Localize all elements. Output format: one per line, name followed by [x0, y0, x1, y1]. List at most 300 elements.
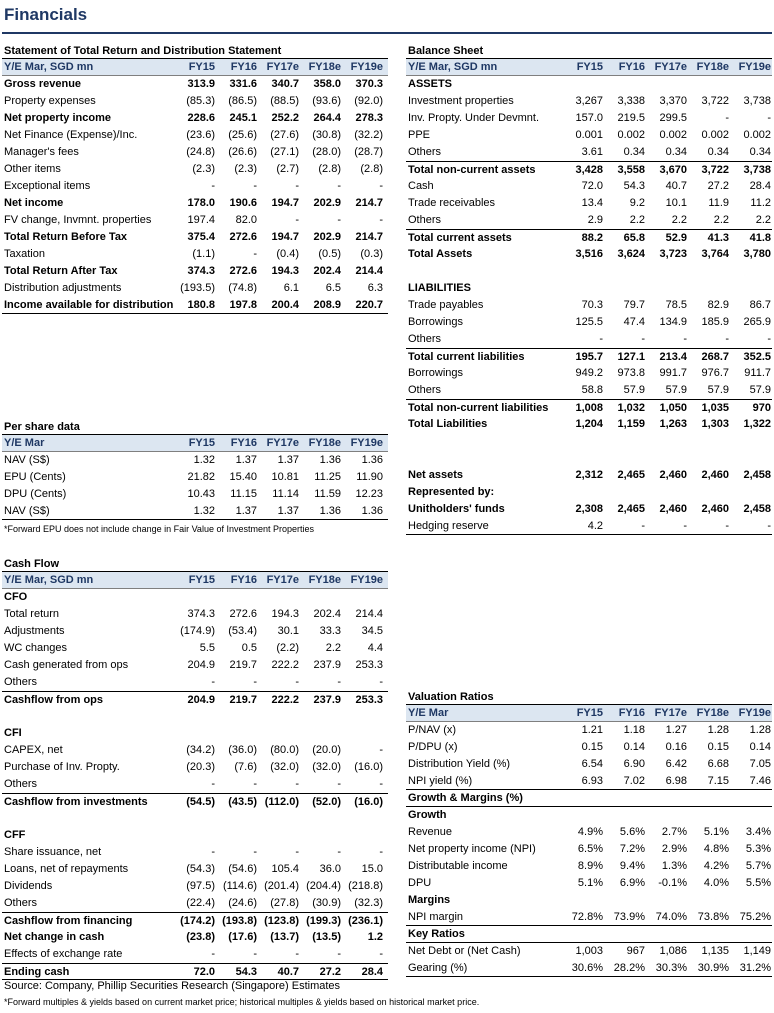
row-label: CFI: [4, 727, 22, 739]
table-row: [406, 756, 772, 773]
table-row: [2, 76, 388, 93]
table-row: [2, 810, 388, 827]
row-value-2: [604, 892, 646, 909]
row-value-2: [604, 263, 646, 280]
row-value-1: [562, 807, 604, 824]
row-label: NAV (S$): [4, 505, 50, 517]
row-value-2: 7.02: [623, 775, 645, 787]
header-fy16: FY16: [618, 61, 645, 73]
row-value-3: -: [295, 948, 299, 960]
income-statement-title: Statement of Total Return and Distribution Statement: [2, 44, 388, 59]
row-label: Total current liabilities: [408, 351, 525, 363]
row-value-2: 219.7: [229, 659, 257, 671]
row-value-4: -: [725, 112, 729, 124]
row-value-2: 190.6: [229, 197, 257, 209]
row-value-5: -: [767, 520, 771, 532]
row-value-5: 0.34: [749, 146, 771, 158]
table-row: [2, 589, 388, 606]
row-value-5: 11.90: [356, 471, 383, 483]
per-share-note: *Forward EPU does not include change in Fair Value of Investment Properties: [4, 524, 314, 534]
header-fy18e: FY18e: [308, 437, 341, 449]
row-value-3: (201.4): [264, 880, 299, 892]
row-value-3: 10.81: [271, 471, 299, 483]
row-value-2: 3,558: [617, 164, 645, 176]
row-value-2: 1.18: [623, 724, 645, 736]
row-value-2: (25.6): [228, 129, 257, 141]
row-value-4: 11.25: [314, 471, 341, 483]
row-value-1: -: [211, 180, 215, 192]
row-value-2: (24.6): [228, 897, 257, 909]
row-value-5: 5.3%: [745, 843, 771, 855]
row-value-1: 195.7: [575, 351, 603, 363]
row-value-3: 78.5: [665, 299, 687, 311]
row-value-4: (2.8): [318, 163, 341, 175]
row-value-2: 28.2%: [613, 962, 645, 974]
balance-sheet-table: [406, 44, 772, 535]
row-value-5: 4.4: [367, 642, 383, 654]
row-value-4: (93.6): [312, 95, 341, 107]
row-value-5: 970: [752, 402, 771, 414]
row-value-3: 1,263: [659, 418, 687, 430]
row-label: EPU (Cents): [4, 471, 66, 483]
row-value-2: 3,624: [617, 248, 645, 260]
row-value-4: 11.59: [314, 488, 341, 500]
row-value-1: [562, 280, 604, 297]
row-value-5: (32.3): [354, 897, 383, 909]
row-value-1: 1.32: [193, 454, 215, 466]
row-value-1: 6.93: [581, 775, 603, 787]
row-value-1: [562, 484, 604, 501]
row-label: Total return: [4, 608, 60, 620]
table-row: [2, 246, 388, 263]
table-row: [406, 93, 772, 110]
row-value-4: 30.9%: [697, 962, 729, 974]
row-value-2: 331.6: [229, 78, 257, 90]
row-label: Total Assets: [408, 248, 473, 260]
row-value-3: 3,370: [659, 95, 687, 107]
row-value-5: 5.5%: [745, 877, 771, 889]
row-label: Cash: [408, 180, 434, 192]
header-fy18e: FY18e: [696, 61, 729, 73]
table-row: [406, 960, 772, 977]
row-value-5: [730, 926, 772, 942]
row-value-5: -: [767, 112, 771, 124]
table-row: [406, 416, 772, 433]
row-value-5: (2.8): [360, 163, 383, 175]
header-fy18e: FY18e: [308, 574, 341, 586]
row-value-3: (0.4): [276, 248, 299, 260]
row-value-1: 197.4: [187, 214, 215, 226]
header-fy18e: FY18e: [696, 707, 729, 719]
page-title: Financials: [4, 5, 88, 24]
row-value-4: 36.0: [319, 863, 341, 875]
row-value-5: [730, 433, 772, 450]
row-value-4: 185.9: [701, 316, 729, 328]
row-value-1: (23.8): [186, 931, 215, 943]
row-value-5: 1,322: [743, 418, 771, 430]
row-value-2: [604, 450, 646, 467]
source-line: Source: Company, Phillip Securities Research (Singapore) Estimates: [4, 980, 341, 992]
table-row: [2, 861, 388, 878]
table-row: [406, 926, 772, 943]
row-value-2: (53.4): [228, 625, 257, 637]
table-row: [406, 263, 772, 280]
row-value-3: 213.4: [659, 351, 687, 363]
row-value-4: 237.9: [313, 694, 341, 706]
row-value-5: -: [379, 180, 383, 192]
row-value-5: 28.4: [749, 180, 771, 192]
row-value-1: (20.3): [186, 761, 215, 773]
row-value-2: 0.002: [617, 129, 645, 141]
row-value-3: 299.5: [659, 112, 687, 124]
row-label: [2, 810, 174, 827]
row-value-2: [604, 926, 646, 942]
row-value-2: (36.0): [228, 744, 257, 756]
row-value-5: 3,738: [743, 95, 771, 107]
row-value-5: (16.0): [354, 796, 383, 808]
row-value-2: (54.6): [228, 863, 257, 875]
row-value-5: 253.3: [355, 694, 383, 706]
table-row: [406, 348, 772, 365]
table-row: [406, 280, 772, 297]
row-value-3: [258, 810, 300, 827]
row-value-3: 3,670: [659, 164, 687, 176]
header-fy19e: FY19e: [350, 437, 383, 449]
per-share-header: [2, 435, 388, 452]
header-fy16: FY16: [618, 707, 645, 719]
row-value-2: [604, 484, 646, 501]
row-value-1: -: [211, 948, 215, 960]
row-value-5: [730, 76, 772, 93]
row-value-4: [300, 708, 342, 725]
row-value-2: 2,465: [617, 503, 645, 515]
row-value-4: [688, 790, 730, 806]
row-value-2: -: [641, 520, 645, 532]
row-value-5: 2,458: [743, 503, 771, 515]
row-value-1: (23.6): [186, 129, 215, 141]
table-row: [406, 484, 772, 501]
row-value-3: 194.3: [271, 608, 299, 620]
row-value-1: 72.0: [581, 180, 603, 192]
row-value-4: 3,764: [701, 248, 729, 260]
row-value-5: 15.0: [361, 863, 383, 875]
row-value-3: 134.9: [659, 316, 687, 328]
row-label: Growth: [408, 809, 447, 821]
row-value-4: [688, 450, 730, 467]
row-label: Inv. Propty. Under Devmnt.: [408, 112, 540, 124]
row-value-1: -: [211, 676, 215, 688]
valuation-ratios-header: [406, 705, 772, 722]
row-value-5: 1.36: [361, 454, 383, 466]
row-value-5: 220.7: [355, 299, 383, 311]
header-fy19e: FY19e: [738, 707, 771, 719]
row-value-1: 10.43: [187, 488, 215, 500]
row-value-2: -: [253, 248, 257, 260]
balance-sheet-header: [406, 59, 772, 76]
row-value-4: (32.0): [312, 761, 341, 773]
row-value-5: (16.0): [354, 761, 383, 773]
table-row: [2, 469, 388, 486]
row-value-2: [604, 807, 646, 824]
row-label: FV change, Invmnt. properties: [4, 214, 152, 226]
table-row: [406, 314, 772, 331]
row-value-1: (22.4): [186, 897, 215, 909]
row-value-5: 1.2: [367, 931, 383, 943]
row-value-5: -: [379, 948, 383, 960]
row-value-2: 54.3: [235, 966, 257, 978]
row-value-4: 1.28: [707, 724, 729, 736]
table-row: [2, 93, 388, 110]
row-label: Cashflow from financing: [4, 915, 133, 927]
row-value-2: -: [253, 778, 257, 790]
row-value-5: 370.3: [355, 78, 383, 90]
row-value-3: 2,460: [659, 469, 687, 481]
row-value-4: 1,135: [701, 945, 729, 957]
row-value-4: [688, 807, 730, 824]
row-value-3: [258, 589, 300, 606]
header-fy17e: FY17e: [654, 707, 687, 719]
row-value-5: 3.4%: [745, 826, 771, 838]
table-row: [406, 858, 772, 875]
table-row: [2, 263, 388, 280]
row-value-4: (13.5): [312, 931, 341, 943]
table-row: [406, 790, 772, 807]
table-row: [2, 912, 388, 929]
row-label: Represented by:: [408, 486, 495, 498]
row-value-3: [258, 725, 300, 742]
row-label: Hedging reserve: [408, 520, 489, 532]
row-value-1: 6.54: [581, 758, 603, 770]
row-value-3: 6.1: [283, 282, 299, 294]
row-value-1: -: [211, 846, 215, 858]
row-label: Total non-current liabilities: [408, 402, 549, 414]
row-value-1: 13.4: [581, 197, 603, 209]
row-value-1: 180.8: [187, 299, 215, 311]
row-value-2: -: [641, 333, 645, 345]
row-value-4: 6.5: [325, 282, 341, 294]
row-label: NPI margin: [408, 911, 464, 923]
table-row: [406, 501, 772, 518]
row-value-4: 0.34: [707, 146, 729, 158]
table-row: [406, 195, 772, 212]
row-value-1: [562, 450, 604, 467]
row-value-4: 73.8%: [697, 911, 729, 923]
row-value-1: 4.2: [587, 520, 603, 532]
row-value-2: (2.3): [234, 163, 257, 175]
row-value-3: 1,050: [659, 402, 687, 414]
row-value-2: -: [253, 180, 257, 192]
row-value-2: -: [253, 948, 257, 960]
table-row: [406, 739, 772, 756]
row-value-4: 11.9: [708, 197, 729, 209]
cash-flow-header: [2, 572, 388, 589]
row-value-3: (112.0): [264, 796, 299, 808]
header-label: Y/E Mar, SGD mn: [408, 61, 498, 73]
row-value-3: (27.1): [270, 146, 299, 158]
row-value-5: 41.8: [749, 232, 771, 244]
row-value-3: 2.9%: [661, 843, 687, 855]
header-fy15: FY15: [188, 574, 215, 586]
row-label: Others: [408, 146, 442, 158]
row-value-5: (218.8): [348, 880, 383, 892]
row-label: NAV (S$): [4, 454, 50, 466]
row-value-4: 2.2: [325, 642, 341, 654]
row-value-5: 253.3: [355, 659, 383, 671]
row-value-5: 3,738: [743, 164, 771, 176]
row-value-3: 200.4: [271, 299, 299, 311]
row-value-3: 74.0%: [655, 911, 687, 923]
table-row: [2, 161, 388, 178]
header-fy19e: FY19e: [738, 61, 771, 73]
row-value-1: [562, 263, 604, 280]
row-value-3: -: [295, 676, 299, 688]
row-value-4: 237.9: [313, 659, 341, 671]
row-value-1: 5.5: [199, 642, 215, 654]
row-value-3: (27.8): [270, 897, 299, 909]
row-label: Investment properties: [408, 95, 514, 107]
table-row: [2, 229, 388, 246]
row-label: DPU: [408, 877, 432, 889]
table-row: [406, 875, 772, 892]
row-value-5: -: [379, 744, 383, 756]
row-value-2: 245.1: [229, 112, 257, 124]
row-value-4: 2.2: [713, 214, 729, 226]
row-value-3: (32.0): [270, 761, 299, 773]
row-value-2: 197.8: [229, 299, 257, 311]
row-label: Others: [4, 778, 38, 790]
row-label: DPU (Cents): [4, 488, 67, 500]
row-value-5: (236.1): [348, 915, 383, 927]
row-value-1: 228.6: [187, 112, 215, 124]
row-value-3: 6.42: [665, 758, 687, 770]
row-value-4: 82.9: [707, 299, 729, 311]
table-row: [406, 450, 772, 467]
row-label: Margins: [408, 894, 451, 906]
row-value-2: 1.37: [235, 454, 257, 466]
row-value-1: 58.8: [581, 384, 603, 396]
row-value-4: 3,722: [701, 95, 729, 107]
table-row: [2, 895, 388, 912]
row-label: Net Finance (Expense)/Inc.: [4, 129, 138, 141]
row-value-2: 9.2: [629, 197, 645, 209]
row-value-5: -: [767, 333, 771, 345]
table-row: [2, 878, 388, 895]
row-label: Cash generated from ops: [4, 659, 129, 671]
valuation-ratios-table: [406, 690, 772, 977]
row-label: Others: [408, 333, 442, 345]
row-value-5: 352.5: [743, 351, 771, 363]
row-label: [2, 708, 174, 725]
row-value-5: -: [379, 214, 383, 226]
row-value-2: 57.9: [623, 384, 645, 396]
row-label: Net property income: [4, 112, 111, 124]
row-value-4: -: [337, 846, 341, 858]
table-row: [2, 178, 388, 195]
row-value-1: [562, 433, 604, 450]
row-value-4: (30.8): [312, 129, 341, 141]
table-row: [406, 178, 772, 195]
row-value-4: 202.4: [313, 265, 341, 277]
row-value-4: 4.0%: [703, 877, 729, 889]
table-row: [2, 691, 388, 708]
row-value-5: [730, 807, 772, 824]
row-value-1: [562, 926, 604, 942]
row-value-4: 4.8%: [703, 843, 729, 855]
table-row: [2, 844, 388, 861]
row-value-4: [688, 892, 730, 909]
row-label: Net Debt or (Net Cash): [408, 945, 521, 957]
row-label: P/DPU (x): [408, 741, 458, 753]
row-label: Adjustments: [4, 625, 65, 637]
row-value-4: 202.9: [313, 231, 341, 243]
header-fy17e: FY17e: [266, 574, 299, 586]
row-value-4: -: [337, 676, 341, 688]
row-value-1: 3,516: [575, 248, 603, 260]
row-value-5: 2.2: [755, 214, 771, 226]
row-value-4: [688, 76, 730, 93]
header-fy15: FY15: [188, 61, 215, 73]
row-value-5: 1,149: [743, 945, 771, 957]
table-row: [2, 503, 388, 520]
row-value-2: [216, 810, 258, 827]
table-row: [406, 246, 772, 263]
row-value-5: 278.3: [355, 112, 383, 124]
table-row: [2, 963, 388, 980]
row-value-4: -: [337, 778, 341, 790]
row-value-1: [174, 589, 216, 606]
row-value-4: 27.2: [319, 966, 341, 978]
header-fy18e: FY18e: [308, 61, 341, 73]
row-value-1: (97.5): [186, 880, 215, 892]
row-value-3: 30.3%: [655, 962, 687, 974]
table-row: [406, 161, 772, 178]
row-value-5: -: [379, 676, 383, 688]
row-value-5: 1.28: [749, 724, 771, 736]
row-value-1: (2.3): [192, 163, 215, 175]
row-label: [406, 263, 562, 280]
row-value-4: -: [337, 214, 341, 226]
row-value-1: 88.2: [581, 232, 603, 244]
row-value-2: 1.37: [235, 505, 257, 517]
row-value-2: (17.6): [228, 931, 257, 943]
row-label: CAPEX, net: [4, 744, 63, 756]
row-value-4: 2,460: [701, 503, 729, 515]
row-value-1: (174.2): [180, 915, 215, 927]
row-label: Share issuance, net: [4, 846, 102, 858]
row-label: WC changes: [4, 642, 67, 654]
row-value-5: 214.4: [355, 608, 383, 620]
table-row: [2, 212, 388, 229]
table-row: [406, 212, 772, 229]
row-value-2: [604, 433, 646, 450]
row-value-5: 214.7: [355, 197, 383, 209]
row-value-3: (123.8): [264, 915, 299, 927]
table-row: [406, 773, 772, 790]
row-value-4: 358.0: [313, 78, 341, 90]
row-value-2: 65.8: [623, 232, 645, 244]
row-value-3: 194.3: [271, 265, 299, 277]
row-value-5: -: [379, 778, 383, 790]
row-value-5: 3,780: [743, 248, 771, 260]
row-value-2: 0.5: [241, 642, 257, 654]
row-value-3: -0.1%: [658, 877, 687, 889]
row-value-5: 7.05: [749, 758, 771, 770]
table-row: [2, 606, 388, 623]
row-value-4: [688, 484, 730, 501]
row-value-4: 202.4: [313, 608, 341, 620]
table-row: [406, 467, 772, 484]
row-value-3: 6.98: [665, 775, 687, 787]
